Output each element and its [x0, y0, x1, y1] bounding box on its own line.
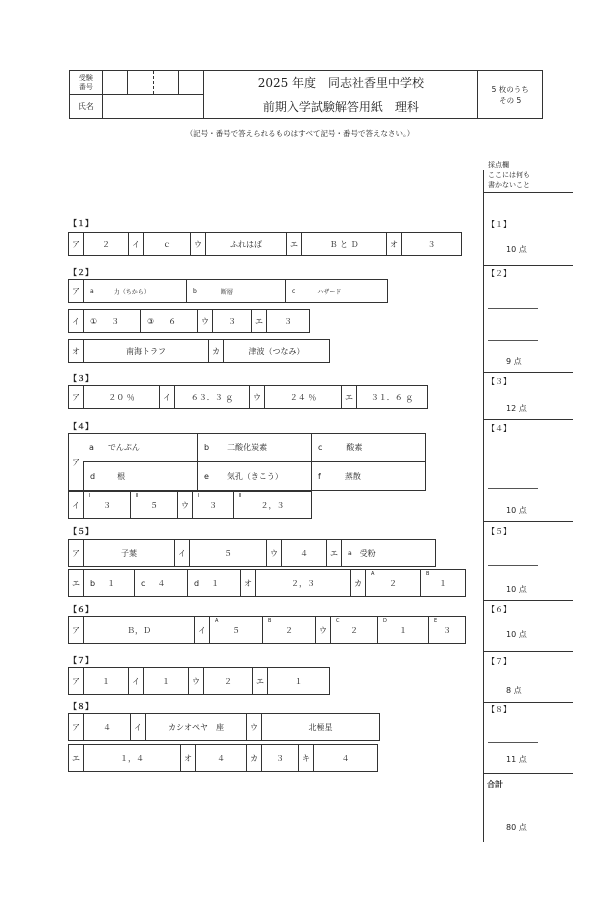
score-label-3: 【３】 — [487, 377, 511, 386]
score-column-header: 採点欄 ここには何も 書かないこと — [488, 161, 530, 189]
answer-8c[interactable]: 北極星 — [261, 714, 379, 740]
score-points-8: 11 点 — [506, 755, 527, 764]
answer-5d-c[interactable]: c ４ — [134, 570, 187, 596]
section-5-label: 【５】 — [69, 527, 93, 536]
answer-5f-b[interactable]: B １ — [420, 570, 465, 596]
answer-5f-a[interactable]: A ２ — [365, 570, 420, 596]
answer-1d[interactable]: Ｂ と Ｄ — [301, 233, 386, 255]
score-column-border — [483, 170, 484, 842]
section-8-row-1: ア ４ イ カシオペヤ 座 ウ 北極星 — [68, 713, 380, 741]
answer-8d[interactable]: １，４ — [83, 745, 180, 771]
answer-3d[interactable]: ３１．６ ｇ — [356, 386, 427, 408]
header-table — [69, 70, 543, 119]
section-5-row-1: ア 子葉 イ ５ ウ ４ エ a 受粉 — [68, 539, 436, 567]
answer-2i-3[interactable]: ③ ６ — [140, 310, 197, 332]
answer-5d-b[interactable]: b １ — [83, 570, 134, 596]
answer-4c[interactable]: c 酸素 — [311, 434, 425, 462]
section-5-row-2: エ b １ c ４ d １ オ ２，３ カ A ２ B １ — [68, 569, 466, 597]
section-3-label: 【３】 — [69, 374, 93, 383]
answer-2b[interactable]: b 断層 — [186, 280, 285, 302]
answer-1e[interactable]: ３ — [401, 233, 461, 255]
answer-2i-1[interactable]: ① ３ — [83, 310, 140, 332]
answer-6c-c[interactable]: C ２ — [330, 617, 377, 643]
section-6-label: 【６】 — [69, 605, 93, 614]
answer-1c[interactable]: ふれはば — [205, 233, 286, 255]
answer-7d[interactable]: １ — [267, 668, 329, 694]
answer-2a[interactable]: a 力（ちから） — [83, 280, 186, 302]
answer-4b[interactable]: b 二酸化炭素 — [197, 434, 311, 462]
name-label: 氏名 — [70, 95, 103, 119]
title-cell — [204, 71, 478, 119]
score-label-6: 【６】 — [487, 605, 511, 614]
section-2-row-1: ア a 力（ちから） b 断層 c ハザード — [68, 279, 388, 303]
answer-4a[interactable]: a でんぷん — [83, 434, 197, 462]
answer-2o[interactable]: 南海トラフ — [83, 340, 208, 362]
answer-8a[interactable]: ４ — [83, 714, 130, 740]
answer-5a[interactable]: 子葉 — [83, 540, 174, 566]
answer-3b[interactable]: ６３．３ ｇ — [174, 386, 249, 408]
answer-3a[interactable]: ２０ ％ — [83, 386, 159, 408]
score-points-2: 9 点 — [506, 357, 522, 366]
section-8-label: 【８】 — [69, 702, 93, 711]
section-3-row: ア ２０ ％ イ ６３．３ ｇ ウ ２４ ％ エ ３１．６ ｇ — [68, 385, 428, 409]
title-line1: 2025 年度 同志社香里中学校 — [257, 75, 425, 90]
answer-6b-a[interactable]: A ５ — [209, 617, 262, 643]
answer-8b[interactable]: カシオペヤ 座 — [145, 714, 246, 740]
section-2-row-2: イ ① ３ ③ ６ ウ ３ エ ３ — [68, 309, 310, 333]
section-1-row: ア ２ イ ｃ ウ ふれはば エ Ｂ と Ｄ オ ３ — [68, 232, 462, 256]
answer-6b-b[interactable]: B ２ — [262, 617, 315, 643]
answer-8e[interactable]: ４ — [195, 745, 246, 771]
answer-2u[interactable]: ３ — [212, 310, 251, 332]
answer-7a[interactable]: １ — [83, 668, 128, 694]
answer-5e[interactable]: ２，３ — [255, 570, 350, 596]
section-4-row-3: イ Ⅰ ３ Ⅱ ５ ウ Ⅰ ３ Ⅱ ２，３ — [68, 491, 312, 519]
section-7-row: ア １ イ １ ウ ２ エ １ — [68, 667, 330, 695]
section-4-grid: ア a でんぷん b 二酸化炭素 c 酸素 d 根 e 気孔（きこう） f 蒸散 — [68, 433, 426, 491]
score-points-4: 10 点 — [506, 506, 527, 515]
score-divider — [483, 192, 573, 193]
answer-6a[interactable]: Ｂ，Ｄ — [83, 617, 194, 643]
answer-2c[interactable]: c ハザード — [285, 280, 387, 302]
answer-8g[interactable]: ４ — [313, 745, 377, 771]
score-label-2: 【２】 — [487, 269, 511, 278]
exam-number-box-1[interactable] — [102, 71, 127, 95]
answer-4f[interactable]: f 蒸散 — [311, 462, 425, 490]
section-1-label: 【１】 — [69, 219, 93, 228]
exam-number-box-3[interactable] — [153, 71, 178, 95]
answer-1a[interactable]: ２ — [83, 233, 128, 255]
score-total-label: 合計 — [487, 780, 503, 789]
score-points-3: 12 点 — [506, 404, 527, 413]
answer-8f[interactable]: ３ — [261, 745, 298, 771]
answer-7b[interactable]: １ — [143, 668, 188, 694]
name-field[interactable] — [102, 95, 204, 119]
section-4-label: 【４】 — [69, 422, 93, 431]
section-7-label: 【７】 — [69, 656, 93, 665]
score-total-points: 80 点 — [506, 823, 527, 832]
score-points-1: 10 点 — [506, 245, 527, 254]
answer-1b[interactable]: ｃ — [143, 233, 190, 255]
answer-6c-d[interactable]: D １ — [377, 617, 428, 643]
score-label-5: 【５】 — [487, 527, 511, 536]
answer-6c-e[interactable]: E ３ — [428, 617, 465, 643]
score-label-8: 【８】 — [487, 705, 511, 714]
section-2-row-3: オ 南海トラフ カ 津波（つなみ） — [68, 339, 330, 363]
score-points-6: 10 点 — [506, 630, 527, 639]
score-label-7: 【７】 — [487, 657, 511, 666]
answer-5b[interactable]: ５ — [189, 540, 266, 566]
section-8-row-2: エ １，４ オ ４ カ ３ キ ４ — [68, 744, 378, 772]
answer-4u-2[interactable]: Ⅱ ２，３ — [233, 492, 311, 518]
answer-5d-a[interactable]: a 受粉 — [341, 540, 435, 566]
section-2-label: 【２】 — [69, 268, 93, 277]
title-line2: 前期入学試験解答用紙 理科 — [262, 99, 419, 114]
section-6-row: ア Ｂ，Ｄ イ A ５ B ２ ウ C ２ D １ E ３ — [68, 616, 466, 644]
score-label-1: 【１】 — [487, 220, 511, 229]
score-label-4: 【４】 — [487, 424, 511, 433]
exam-number-box-4[interactable] — [178, 71, 203, 95]
exam-number-box-2[interactable] — [128, 71, 153, 95]
answer-4e[interactable]: e 気孔（きこう） — [197, 462, 311, 490]
answer-3c[interactable]: ２４ ％ — [264, 386, 341, 408]
page-info-cell: 5 枚のうち その 5 — [478, 71, 543, 119]
answer-4d[interactable]: d 根 — [83, 462, 197, 490]
score-points-7: 8 点 — [506, 686, 522, 695]
score-points-5: 10 点 — [506, 585, 527, 594]
answer-4i-1[interactable]: Ⅰ ３ — [83, 492, 130, 518]
answer-2e[interactable]: ３ — [266, 310, 309, 332]
instruction-note: （記号・番号で答えられるものはすべて記号・番号で答えなさい。） — [185, 129, 415, 138]
answer-5c[interactable]: ４ — [281, 540, 326, 566]
answer-2ka[interactable]: 津波（つなみ） — [223, 340, 329, 362]
answer-5d-d[interactable]: d １ — [187, 570, 240, 596]
answer-4u-1[interactable]: Ⅰ ３ — [192, 492, 233, 518]
answer-4i-2[interactable]: Ⅱ ５ — [130, 492, 177, 518]
answer-7c[interactable]: ２ — [203, 668, 252, 694]
exam-number-label: 受験 番号 — [70, 71, 103, 95]
